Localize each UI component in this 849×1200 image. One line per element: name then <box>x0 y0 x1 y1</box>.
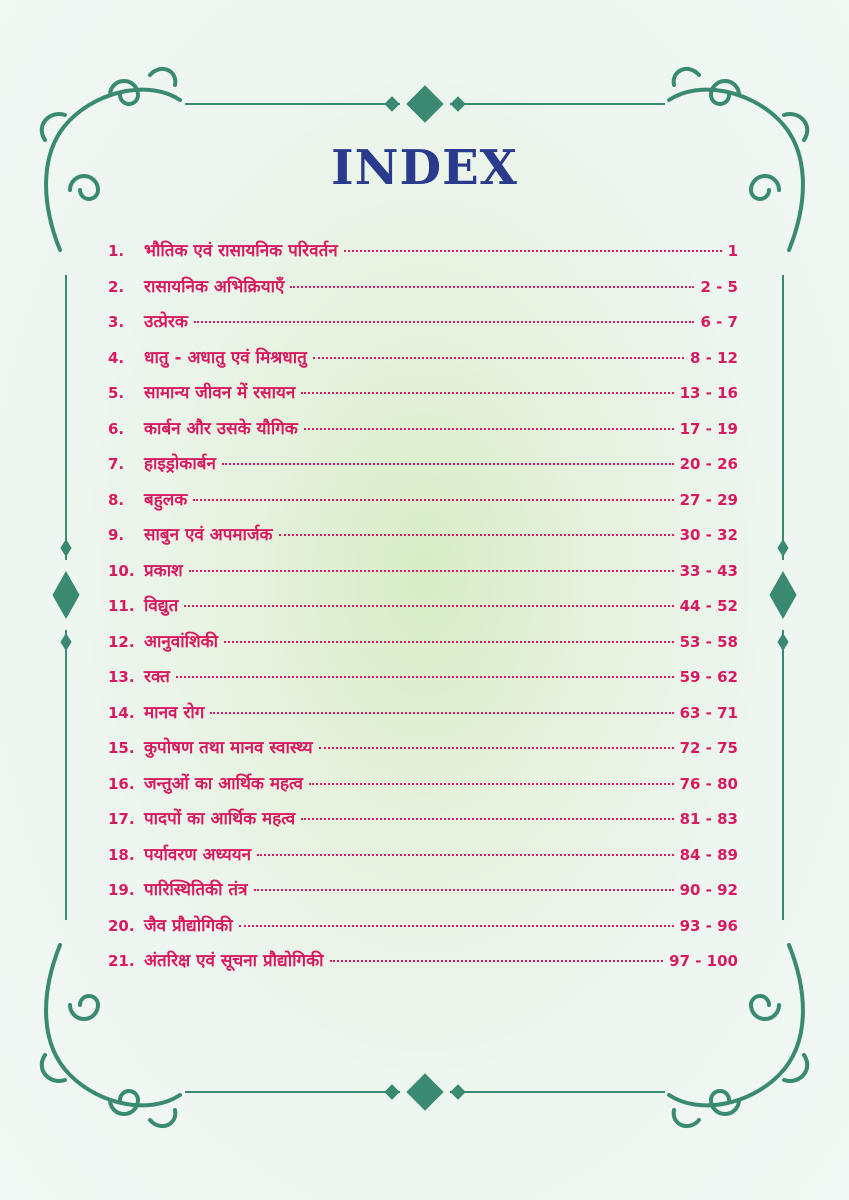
dot-leader <box>309 783 674 785</box>
toc-entry-title: मानव रोग <box>144 702 205 723</box>
toc-entry <box>108 877 738 913</box>
dot-leader <box>301 818 673 820</box>
toc-entry <box>108 806 738 842</box>
toc-entry <box>108 700 738 736</box>
dot-leader <box>319 747 674 749</box>
toc-entry-number: 11. <box>108 597 135 615</box>
toc-entry-number: 19. <box>108 881 135 899</box>
toc-entry-number: 20. <box>108 916 135 935</box>
toc-entry-number: 5. <box>108 384 125 402</box>
dot-leader <box>279 534 674 536</box>
toc-entry-number: 17. <box>108 810 135 828</box>
dot-leader <box>210 712 673 714</box>
toc-entry-pages: 2 - 5 <box>700 277 738 296</box>
dot-leader <box>313 357 684 359</box>
toc-entry-title: धातु - अधातु एवं मिश्रधातु <box>144 347 307 368</box>
dot-leader <box>290 286 694 288</box>
toc-entry-pages: 17 - 19 <box>679 419 738 438</box>
toc-entry-number: 13. <box>108 668 135 686</box>
toc-entry <box>108 451 738 487</box>
toc-entry-pages: 72 - 75 <box>679 739 738 757</box>
toc-entry <box>108 664 738 700</box>
dot-leader <box>304 428 674 430</box>
dot-leader <box>344 250 722 252</box>
dot-leader <box>330 960 664 962</box>
toc-entry-pages: 93 - 96 <box>679 916 738 935</box>
dot-leader <box>224 641 673 643</box>
dot-leader <box>222 463 674 465</box>
toc-entry-pages: 84 - 89 <box>679 845 738 864</box>
toc-entry-pages: 76 - 80 <box>679 774 738 793</box>
toc-entry-number: 15. <box>108 739 135 757</box>
toc-entry-pages: 59 - 62 <box>679 668 738 686</box>
toc-entry-number: 6. <box>108 419 125 438</box>
toc-entry <box>108 771 738 807</box>
toc-entry-title: जन्तुओं का आर्थिक महत्व <box>144 773 303 794</box>
toc-entry-title: कार्बन और उसके यौगिक <box>144 418 298 439</box>
toc-entry-title: आनुवांशिकी <box>144 631 219 652</box>
toc-entry-number: 12. <box>108 632 135 651</box>
toc-entry-title: उत्प्रेरक <box>144 312 188 332</box>
toc-entry <box>108 238 738 274</box>
toc-entry-title: विद्युत <box>144 596 179 616</box>
toc-entry-number: 8. <box>108 490 125 509</box>
toc-entry-pages: 6 - 7 <box>700 313 738 331</box>
toc-entry-number: 18. <box>108 845 135 864</box>
toc-entry-number: 14. <box>108 703 135 722</box>
toc-entry-title: रासायनिक अभिक्रियाएँ <box>144 276 285 297</box>
toc-entry-pages: 44 - 52 <box>679 597 738 615</box>
dot-leader <box>301 392 673 394</box>
toc-entry-number: 4. <box>108 348 125 367</box>
toc-entry-pages: 33 - 43 <box>679 561 738 580</box>
dot-leader <box>194 321 695 323</box>
toc-entry <box>108 522 738 558</box>
toc-entry <box>108 416 738 452</box>
toc-entry-number: 2. <box>108 277 125 296</box>
toc-entry <box>108 842 738 878</box>
toc-entry-title: हाइड्रोकार्बन <box>144 454 216 474</box>
toc-entry <box>108 948 738 984</box>
dot-leader <box>189 570 674 572</box>
toc-entry-number: 7. <box>108 455 125 473</box>
toc-entry <box>108 309 738 345</box>
toc-entry <box>108 913 738 949</box>
dot-leader <box>184 605 673 607</box>
toc-entry-title: पादपों का आर्थिक महत्व <box>144 809 296 829</box>
toc-entry-title: रक्त <box>144 667 170 687</box>
toc-entry-title: बहुलक <box>144 489 188 510</box>
toc-entry-title: जैव प्रौद्योगिकी <box>144 915 233 936</box>
toc-entry-title: पर्यावरण अध्ययन <box>144 844 252 865</box>
toc-entry-pages: 97 - 100 <box>669 952 738 970</box>
toc-entry-pages: 90 - 92 <box>679 881 738 899</box>
toc-entry <box>108 380 738 416</box>
toc-entry-number: 9. <box>108 526 125 544</box>
dot-leader <box>257 854 674 856</box>
dot-leader <box>193 499 673 501</box>
toc-entry-title: कुपोषण तथा मानव स्वास्थ्य <box>144 738 313 758</box>
page-title: INDEX <box>331 140 518 196</box>
toc-entry-title: प्रकाश <box>144 560 183 581</box>
toc-entry-pages: 1 <box>727 242 738 260</box>
toc-entry-pages: 8 - 12 <box>690 348 738 367</box>
toc-entry-pages: 63 - 71 <box>679 703 738 722</box>
toc-entry-title: अंतरिक्ष एवं सूचना प्रौद्योगिकी <box>144 951 324 971</box>
dot-leader <box>254 889 674 891</box>
toc-entry-title: पारिस्थितिकी तंत्र <box>144 880 248 900</box>
toc-entry <box>108 593 738 629</box>
toc-entry-number: 16. <box>108 774 135 793</box>
toc-entry-pages: 81 - 83 <box>679 810 738 828</box>
toc-entry-pages: 53 - 58 <box>679 632 738 651</box>
toc-entry <box>108 487 738 523</box>
table-of-contents <box>108 238 738 984</box>
toc-entry <box>108 629 738 665</box>
toc-entry <box>108 274 738 310</box>
toc-entry-number: 1. <box>108 242 125 260</box>
dot-leader <box>239 925 674 927</box>
toc-entry-pages: 20 - 26 <box>679 455 738 473</box>
toc-entry-pages: 30 - 32 <box>679 526 738 544</box>
toc-entry-pages: 13 - 16 <box>679 384 738 402</box>
toc-entry <box>108 345 738 381</box>
toc-entry-pages: 27 - 29 <box>679 490 738 509</box>
toc-entry <box>108 735 738 771</box>
toc-entry-number: 21. <box>108 952 135 970</box>
toc-entry-title: भौतिक एवं रासायनिक परिवर्तन <box>144 241 338 261</box>
toc-entry-number: 3. <box>108 313 125 331</box>
dot-leader <box>176 676 674 678</box>
toc-entry-number: 10. <box>108 561 135 580</box>
toc-entry-title: सामान्य जीवन में रसायन <box>144 383 296 403</box>
toc-entry <box>108 558 738 594</box>
toc-entry-title: साबुन एवं अपमार्जक <box>144 525 273 545</box>
